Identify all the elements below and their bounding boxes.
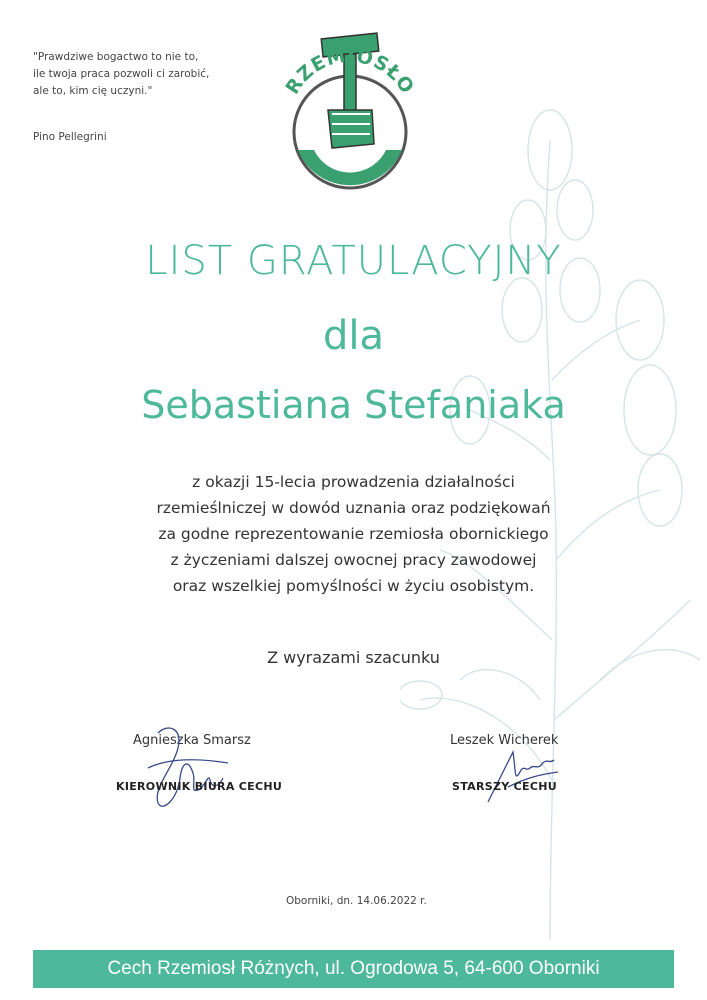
body-line: za godne reprezentowanie rzemiosła obornickiego [158, 525, 549, 543]
issue-date: Oborniki, dn. 14.06.2022 r. [286, 895, 427, 907]
handwritten-signature-left [128, 718, 238, 818]
body-line: rzemieślniczej w dowód uznania oraz podziękowań [156, 499, 551, 517]
body-line: oraz wszelkiej pomyślności w życiu osobistym. [172, 577, 535, 595]
handwritten-signature-right [478, 742, 568, 812]
footer-address: Cech Rzemiosł Różnych, ul. Ogrodowa 5, 64-600 Oborniki [107, 958, 600, 979]
quote-author: Pino Pellegrini [33, 131, 107, 143]
closing-regards: Z wyrazami szacunku [267, 648, 440, 667]
document-title: LIST GRATULACYJNY [145, 238, 562, 284]
right-signatory-name: Leszek Wicherek [450, 733, 559, 748]
congratulation-text [0, 469, 707, 599]
rzemioslo-logo-icon [276, 32, 424, 196]
quote-line: "Prawdziwe bogactwo to nie to, [33, 51, 199, 63]
recipient-name: Sebastiana Stefaniaka [141, 383, 566, 427]
logo-text: RZEMIOSŁO [281, 44, 419, 99]
for-word: dla [322, 313, 384, 359]
quote-line: ale to, kim cię uczyni." [33, 85, 153, 97]
body-line: z okazji 15-lecia prowadzenia działalności [192, 473, 515, 491]
body-line: z życzeniami dalszej owocnej pracy zawodowej [170, 551, 537, 569]
motto-quote [33, 49, 293, 100]
footer-address-bar [33, 950, 674, 988]
right-signatory-role: STARSZY CECHU [452, 780, 557, 793]
quote-line: ile twoja praca pozwoli ci zarobić, [33, 68, 210, 80]
left-signatory-role: KIEROWNIK BIURA CECHU [116, 780, 283, 793]
left-signatory-name: Agnieszka Smarsz [133, 733, 251, 748]
